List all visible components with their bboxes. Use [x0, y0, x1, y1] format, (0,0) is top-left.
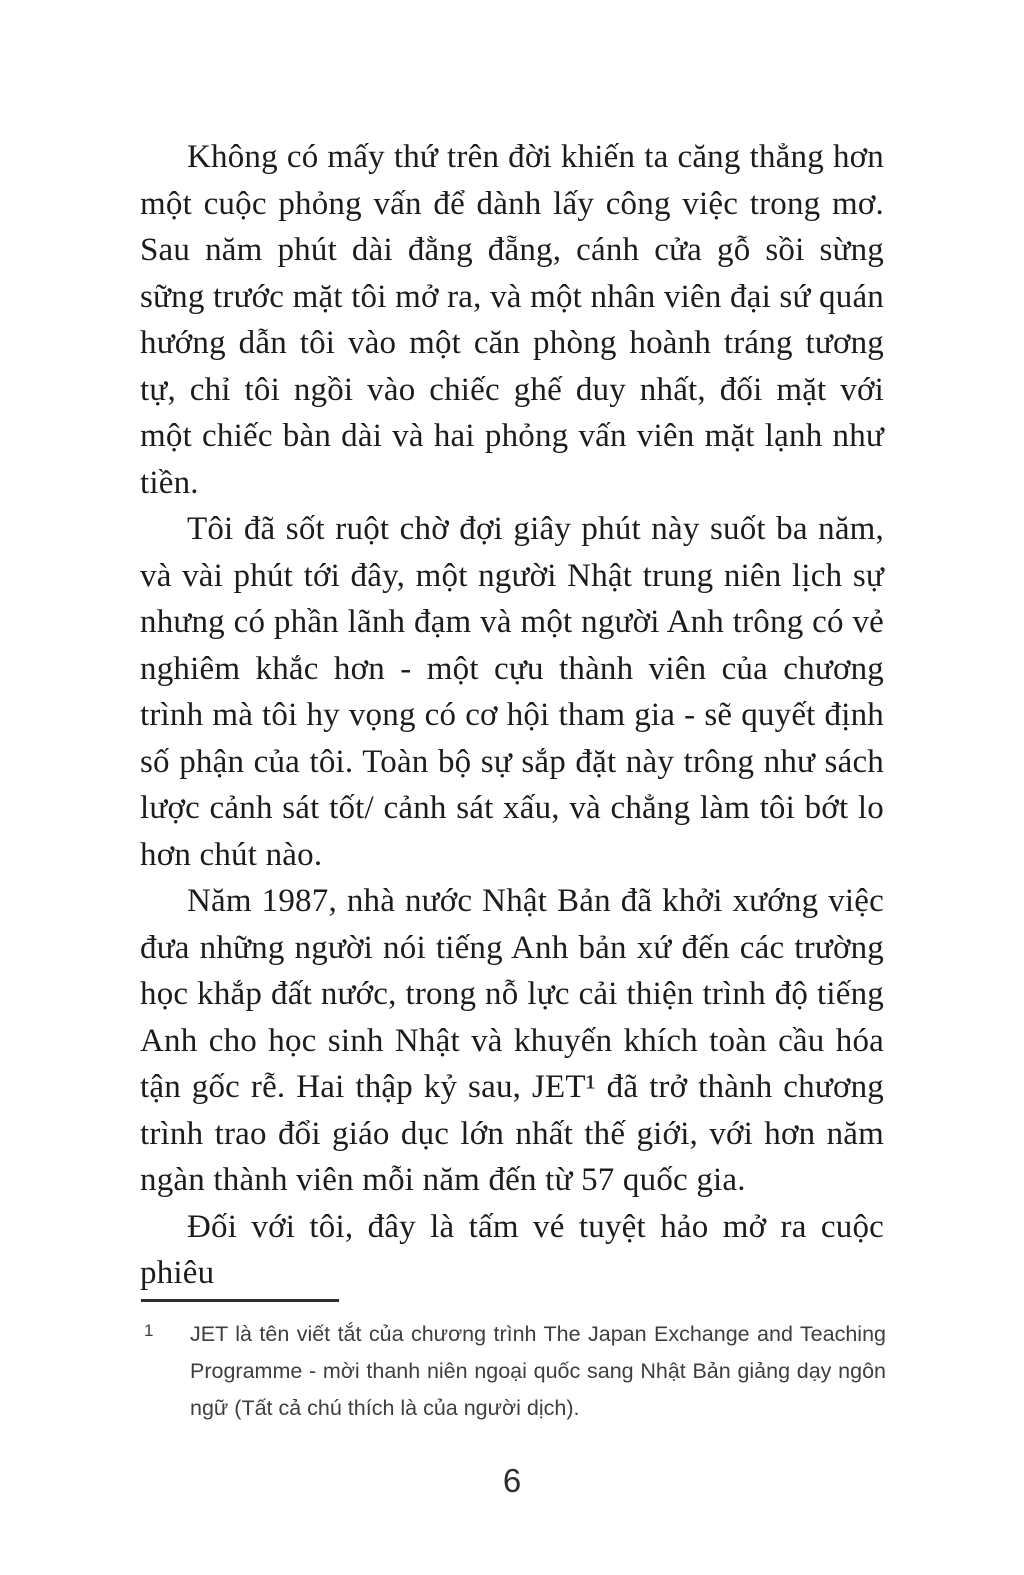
body-paragraph-4: Đối với tôi, đây là tấm vé tuyệt hảo mở ra cuộc phiêu: [140, 1208, 884, 1291]
footnote: [140, 1316, 886, 1427]
page-number: 6: [502, 1462, 522, 1499]
footnote-divider: [141, 1299, 339, 1302]
footnote-marker: 1: [144, 1321, 154, 1340]
footnote-text: JET là tên viết tắt của chương trình The Japan Exchange and Teaching Programme - mời thanh niên ngoại quốc sang Nhật Bản giảng dạy ngôn ngữ (Tất cả chú thích là của người dịch).: [190, 1322, 886, 1420]
body-paragraph-1: Không có mấy thứ trên đời khiến ta căng thẳng hơn một cuộc phỏng vấn để dành lấy công việc trong mơ. Sau năm phút dài đằng đẵng, cánh cửa gỗ sồi sừng sững trước mặt tôi mở ra, và một nhân viên đại sứ quán hướng dẫn tôi vào một căn phòng hoành tráng tương tự, chỉ tôi ngồi vào chiếc ghế duy nhất, đối mặt với một chiếc bàn dài và hai phỏng vấn viên mặt lạnh như tiền.: [140, 139, 884, 501]
body-text-block: [140, 134, 884, 1297]
body-paragraph-2: Tôi đã sốt ruột chờ đợi giây phút này suốt ba năm, và vài phút tới đây, một người Nhật trung niên lịch sự nhưng có phần lãnh đạm và một người Anh trông có vẻ nghiêm khắc hơn - một cựu thành viên của chương trình mà tôi hy vọng có cơ hội tham gia - sẽ quyết định số phận của tôi. Toàn bộ sự sắp đặt này trông như sách lược cảnh sát tốt/ cảnh sát xấu, và chẳng làm tôi bớt lo hơn chút nào.: [140, 511, 884, 873]
body-paragraph-3: Năm 1987, nhà nước Nhật Bản đã khởi xướng việc đưa những người nói tiếng Anh bản xứ đến các trường học khắp đất nước, trong nỗ lực cải thiện trình độ tiếng Anh cho học sinh Nhật và khuyến khích toàn cầu hóa tận gốc rễ. Hai thập kỷ sau, JET¹ đã trở thành chương trình trao đổi giáo dục lớn nhất thế giới, với hơn năm ngàn thành viên mỗi năm đến từ 57 quốc gia.: [140, 883, 884, 1198]
